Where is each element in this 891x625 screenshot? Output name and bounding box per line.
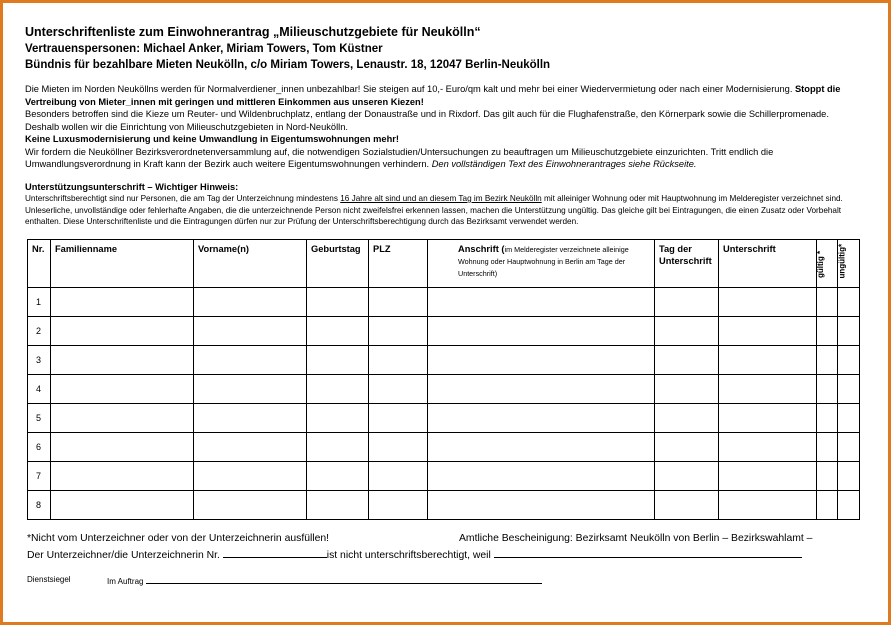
- intro-paragraph-3: Keine Luxusmodernisierung und keine Umwandlung in Eigentumswohnungen mehr!: [25, 134, 399, 144]
- table-row: [28, 346, 860, 375]
- geburtstag-cell[interactable]: [307, 375, 369, 404]
- plz-cell[interactable]: [369, 462, 428, 491]
- gueltig-cell[interactable]: [817, 317, 838, 346]
- ungueltig-cell[interactable]: [838, 317, 860, 346]
- col-anschrift: Anschrift (im Melderegister verzeichnete alleinige Wohnung oder Hauptwohnung in Berlin am Tage der Unterschrift): [428, 240, 655, 288]
- col-unterschrift: Unterschrift: [719, 240, 817, 288]
- col-gueltig: gültig *: [817, 240, 838, 288]
- seal-row: [27, 575, 146, 586]
- geburtstag-cell[interactable]: [307, 404, 369, 433]
- anschrift-cell[interactable]: [428, 404, 655, 433]
- row-nr: 6: [28, 433, 51, 462]
- tag-cell[interactable]: [655, 462, 719, 491]
- geburtstag-cell[interactable]: [307, 491, 369, 520]
- intro-paragraph-2: Besonders betroffen sind die Kieze um Reuter- und Wildenbruchplatz, entlang der Donaustraße und in Rixdorf. Das gilt auch für die Flughafenstraße, den Körnerpark sowie die Schillerpromenade. Deshalb wollen wir die Einrichtung von Milieuschutzgebieten in Nord-Neukölln.: [25, 109, 829, 132]
- anschrift-cell[interactable]: [428, 462, 655, 491]
- familienname-cell[interactable]: [51, 404, 194, 433]
- tag-cell[interactable]: [655, 288, 719, 317]
- document-title: Unterschriftenliste zum Einwohnerantrag „Milieuschutzgebiete für Neukölln“: [25, 25, 481, 39]
- trustees-line: Vertrauenspersonen: Michael Anker, Miriam Towers, Tom Küstner: [25, 43, 383, 55]
- tag-cell[interactable]: [655, 433, 719, 462]
- gueltig-cell[interactable]: [817, 346, 838, 375]
- ungueltig-cell[interactable]: [838, 375, 860, 404]
- on-behalf-signature-field[interactable]: [146, 575, 542, 584]
- table-header-row: [28, 240, 860, 288]
- footer-note: *Nicht vom Unterzeichner oder von der Unterzeichnerin ausfüllen!: [27, 533, 330, 544]
- row-nr: 5: [28, 404, 51, 433]
- document-page: [25, 24, 860, 228]
- tag-cell[interactable]: [655, 375, 719, 404]
- table-row: [28, 317, 860, 346]
- table-row: [28, 288, 860, 317]
- familienname-cell[interactable]: [51, 433, 194, 462]
- anschrift-cell[interactable]: [428, 346, 655, 375]
- notice-text: Unterschriftsberechtigt sind nur Personen, die am Tag der Unterzeichnung mindestens 16 Jahre alt sind und an diesem Tag im Bezirk Neukölln mit alleiniger Wohnung oder mit Hauptwohnung im Melderegister verzeichnet sind. Unleserliche, unvollständige oder fehlerhafte Angaben, die die unterzeichnende Person nicht zweifelsfrei erkennen lassen, machen die Unterstützung ungültig. Das gleiche gilt bei Eintragungen, die einen Zusatz oder Vorbehalt enthalten. Diese Unterschriftenliste und die Eintragungen dürfen nur zur Prüfung der Unterschriftsberechtigung durch das Bezirksamt verwendet werden.: [25, 194, 843, 226]
- gueltig-cell[interactable]: [817, 288, 838, 317]
- intro-paragraph-1: Die Mieten im Norden Neuköllns werden für Normalverdiener_innen unbezahlbar! Sie steigen auf 10,- Euro/qm kalt und mehr bei einer Wiedervermietung oder nach einer Modernisierung. Stoppt die Vertreibung von Mieter_innen mit geringen und mittleren Einkommen aus unseren Kiezen!: [25, 84, 841, 107]
- col-familienname: Familienname: [51, 240, 194, 288]
- ungueltig-cell[interactable]: [838, 346, 860, 375]
- notice-title: Unterstützungsunterschrift – Wichtiger Hinweis:: [25, 181, 239, 192]
- ungueltig-cell[interactable]: [838, 462, 860, 491]
- familienname-cell[interactable]: [51, 346, 194, 375]
- vorname-cell[interactable]: [194, 404, 307, 433]
- familienname-cell[interactable]: [51, 375, 194, 404]
- vorname-cell[interactable]: [194, 491, 307, 520]
- col-nr: Nr.: [28, 240, 51, 288]
- anschrift-cell[interactable]: [428, 433, 655, 462]
- geburtstag-cell[interactable]: [307, 433, 369, 462]
- geburtstag-cell[interactable]: [307, 288, 369, 317]
- anschrift-cell[interactable]: [428, 317, 655, 346]
- row-nr: 2: [28, 317, 51, 346]
- vorname-cell[interactable]: [194, 375, 307, 404]
- unterschrift-cell[interactable]: [719, 491, 817, 520]
- familienname-cell[interactable]: [51, 288, 194, 317]
- table-row: [28, 462, 860, 491]
- plz-cell[interactable]: [369, 346, 428, 375]
- not-eligible-label-a: Der Unterzeichner/die Unterzeichnerin Nr.: [27, 550, 223, 561]
- plz-cell[interactable]: [369, 433, 428, 462]
- unterschrift-cell[interactable]: [719, 462, 817, 491]
- signature-table: [27, 239, 860, 520]
- familienname-cell[interactable]: [51, 491, 194, 520]
- row-nr: 3: [28, 346, 51, 375]
- col-geburtstag: Geburtstag: [307, 240, 369, 288]
- ungueltig-cell[interactable]: [838, 491, 860, 520]
- familienname-cell[interactable]: [51, 462, 194, 491]
- vorname-cell[interactable]: [194, 346, 307, 375]
- gueltig-cell[interactable]: [817, 491, 838, 520]
- plz-cell[interactable]: [369, 317, 428, 346]
- ungueltig-cell[interactable]: [838, 288, 860, 317]
- ungueltig-cell[interactable]: [838, 433, 860, 462]
- not-eligible-label-b: ist nicht unterschriftsberechtigt, weil: [326, 550, 494, 561]
- ungueltig-cell[interactable]: [838, 404, 860, 433]
- row-nr: 7: [28, 462, 51, 491]
- unterschrift-cell[interactable]: [719, 317, 817, 346]
- table-row: [28, 404, 860, 433]
- geburtstag-cell[interactable]: [307, 462, 369, 491]
- seal-label: Dienstsiegel: [27, 575, 71, 584]
- plz-cell[interactable]: [369, 375, 428, 404]
- tag-cell[interactable]: [655, 317, 719, 346]
- on-behalf-label: Im Auftrag: [107, 577, 146, 586]
- plz-cell[interactable]: [369, 404, 428, 433]
- col-plz: PLZ: [369, 240, 428, 288]
- anschrift-cell[interactable]: [428, 288, 655, 317]
- anschrift-cell[interactable]: [428, 491, 655, 520]
- geburtstag-cell[interactable]: [307, 346, 369, 375]
- vorname-cell[interactable]: [194, 317, 307, 346]
- footer-row-2: [27, 547, 862, 563]
- unterschrift-cell[interactable]: [719, 346, 817, 375]
- intro-paragraph-4: Wir fordern die Neuköllner Bezirksverordnetenversammlung auf, die notwendigen Sozialstudien/Untersuchungen zu beauftragen um Milieuschutzgebiete einzurichten. Tritt endlich die Umwandlungsverordnung in Kraft kann der Bezirk auch weitere Eigentumswohnungen verhindern. Den vollständigen Text des Einwohnerantrages siehe Rückseite.: [25, 146, 774, 169]
- gueltig-cell[interactable]: [817, 375, 838, 404]
- plz-cell[interactable]: [369, 288, 428, 317]
- table-row: [28, 491, 860, 520]
- geburtstag-cell[interactable]: [307, 317, 369, 346]
- tag-cell[interactable]: [655, 491, 719, 520]
- familienname-cell[interactable]: [51, 317, 194, 346]
- col-ungueltig: ungültig*: [838, 240, 860, 288]
- unterschrift-cell[interactable]: [719, 375, 817, 404]
- footer-row-1: [27, 531, 862, 547]
- plz-cell[interactable]: [369, 491, 428, 520]
- intro-text: [25, 83, 860, 171]
- vorname-cell[interactable]: [194, 288, 307, 317]
- reason-field[interactable]: [494, 547, 802, 558]
- anschrift-cell[interactable]: [428, 375, 655, 404]
- row-nr: 4: [28, 375, 51, 404]
- signer-number-field[interactable]: [223, 547, 327, 558]
- row-nr: 1: [28, 288, 51, 317]
- table-row: [28, 375, 860, 404]
- row-nr: 8: [28, 491, 51, 520]
- unterschrift-cell[interactable]: [719, 433, 817, 462]
- tag-cell[interactable]: [655, 404, 719, 433]
- gueltig-cell[interactable]: [817, 404, 838, 433]
- alliance-line: Bündnis für bezahlbare Mieten Neukölln, c/o Miriam Towers, Lenaustr. 18, 12047 Berlin-Neukölln: [25, 59, 551, 71]
- footer: [27, 531, 862, 563]
- vorname-cell[interactable]: [194, 433, 307, 462]
- official-certification: Amtliche Bescheinigung: Bezirksamt Neukölln von Berlin – Bezirkswahlamt –: [459, 533, 813, 544]
- unterschrift-cell[interactable]: [719, 404, 817, 433]
- table-row: [28, 433, 860, 462]
- tag-cell[interactable]: [655, 346, 719, 375]
- vorname-cell[interactable]: [194, 462, 307, 491]
- unterschrift-cell[interactable]: [719, 288, 817, 317]
- important-notice: [25, 181, 860, 228]
- gueltig-cell[interactable]: [817, 433, 838, 462]
- col-vorname: Vorname(n): [194, 240, 307, 288]
- gueltig-cell[interactable]: [817, 462, 838, 491]
- col-tag: Tag der Unterschrift: [655, 240, 719, 288]
